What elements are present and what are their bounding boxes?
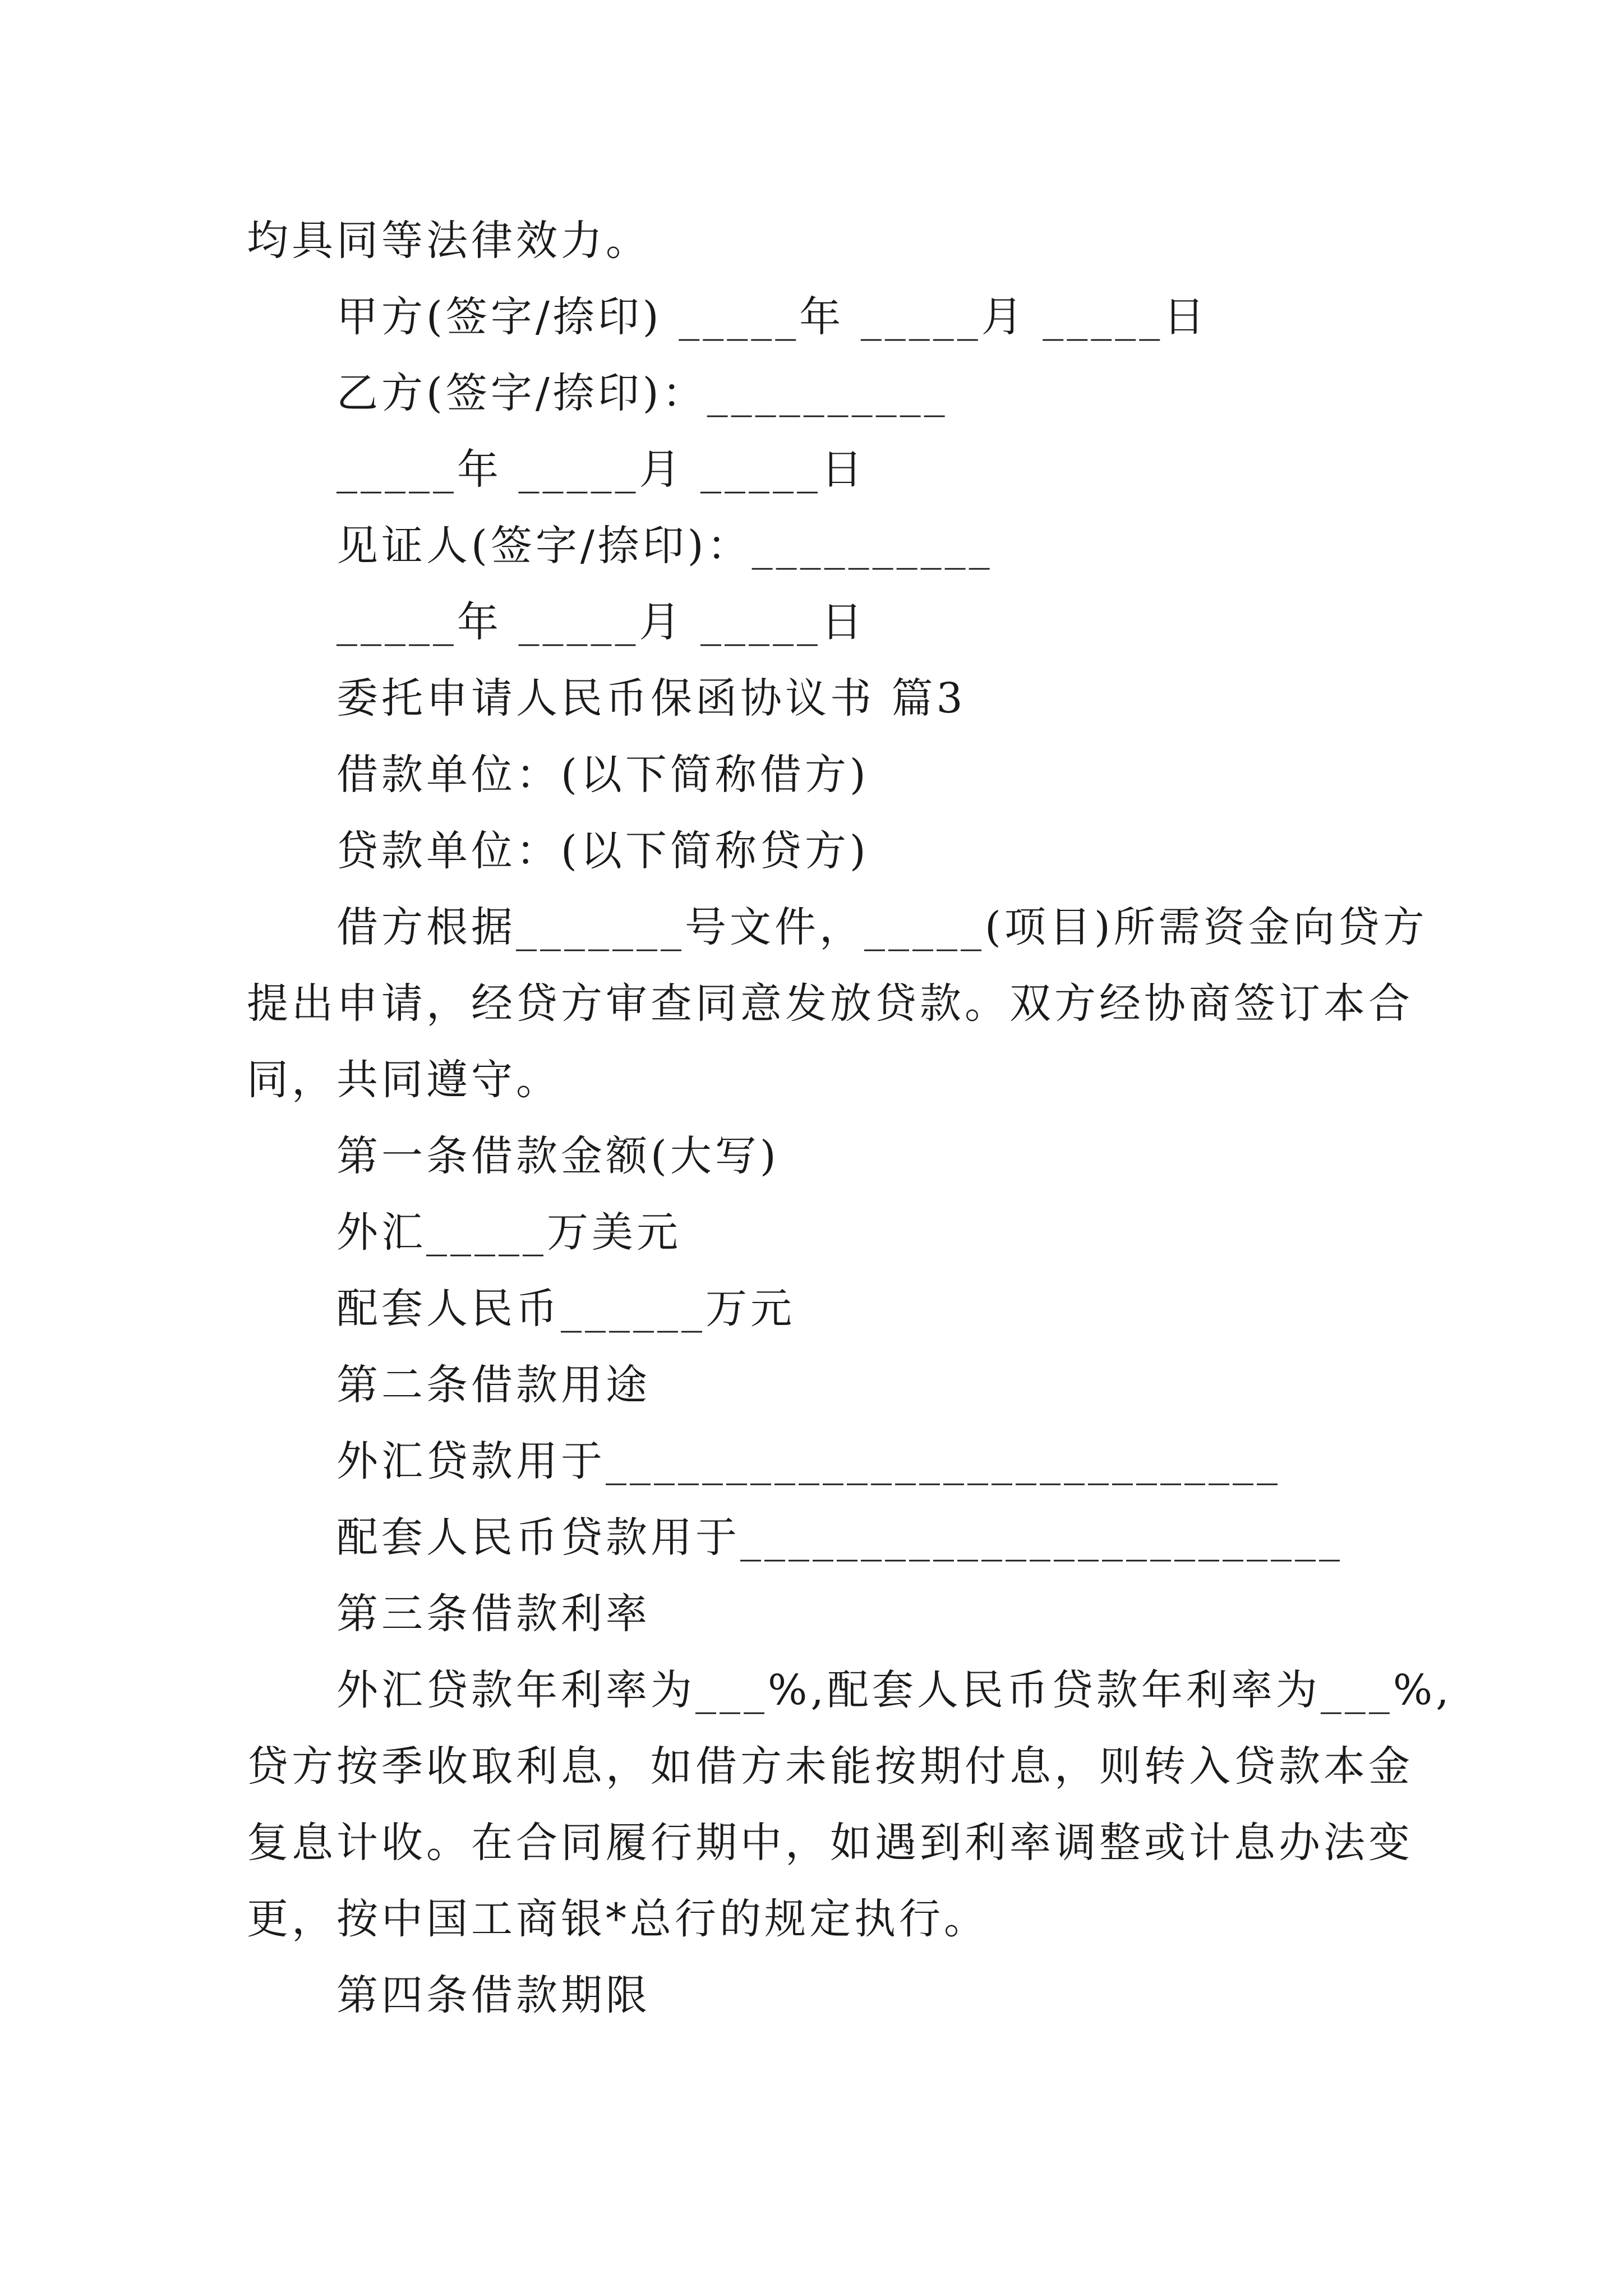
interest-line-1: 外汇贷款年利率为___%,配套人民币贷款年利率为___%, — [336, 1666, 1453, 1714]
article-1-heading: 第一条借款金额(大写) — [336, 1132, 780, 1180]
preamble-line-3: 同，共同遵守。 — [247, 1056, 561, 1104]
party-b-signature: 乙方(签字/捺印)：__________ — [336, 369, 948, 417]
interest-line-3: 复息计收。在合同履行期中，如遇到利率调整或计息办法变 — [247, 1819, 1413, 1867]
borrower-line: 借款单位：(以下简称借方) — [336, 751, 869, 799]
article-2-heading: 第二条借款用途 — [336, 1361, 651, 1409]
article-4-heading: 第四条借款期限 — [336, 1971, 651, 2019]
party-b-date: _____年 _____月 _____日 — [336, 445, 866, 494]
witness-date: _____年 _____月 _____日 — [336, 598, 866, 646]
paragraph-continuation: 均具同等法律效力。 — [247, 217, 651, 265]
witness-signature: 见证人(签字/捺印)：__________ — [336, 522, 993, 570]
foreign-exchange-purpose: 外汇贷款用于____________________________ — [336, 1437, 1281, 1485]
interest-line-2: 贷方按季收取利息，如借方未能按期付息，则转入贷款本金 — [247, 1742, 1413, 1791]
lender-line: 贷款单位：(以下简称贷方) — [336, 827, 869, 875]
interest-line-4: 更，按中国工商银*总行的规定执行。 — [247, 1895, 989, 1943]
rmb-amount: 配套人民币______万元 — [336, 1285, 795, 1333]
section-title: 委托申请人民币保函协议书 篇3 — [336, 674, 966, 723]
foreign-exchange-amount: 外汇_____万美元 — [336, 1208, 681, 1257]
rmb-purpose: 配套人民币贷款用于_________________________ — [336, 1513, 1343, 1562]
party-a-signature-date: 甲方(签字/捺印) _____年 _____月 _____日 — [336, 293, 1209, 341]
preamble-line-1: 借方根据_______号文件，_____(项目)所需资金向贷方 — [336, 903, 1428, 951]
preamble-line-2: 提出申请，经贷方审查同意发放贷款。双方经协商签订本合 — [247, 979, 1413, 1028]
article-3-heading: 第三条借款利率 — [336, 1590, 651, 1638]
